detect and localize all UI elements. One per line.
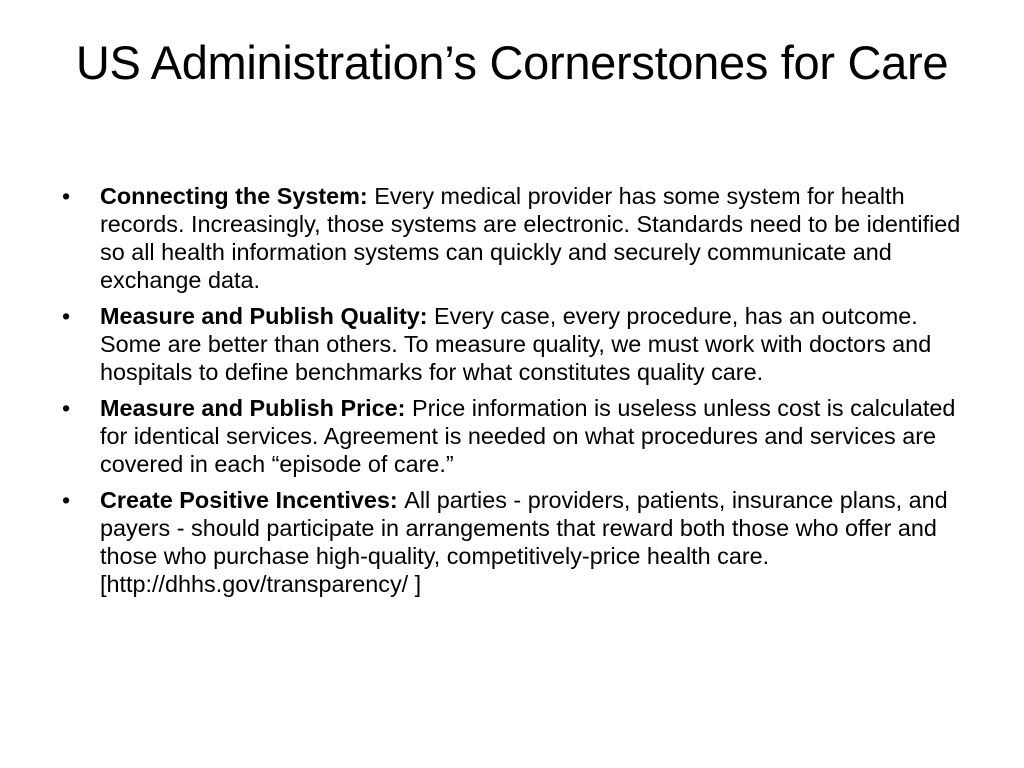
bullet-list [62,182,962,606]
bullet-heading: Create Positive Incentives: [100,487,405,513]
bullet-dot-icon: • [62,303,71,329]
bullet-heading: Measure and Publish Price: [100,395,412,421]
bullet-dot-icon: • [62,395,71,421]
bullet-text: Every case, every procedure, has an outcome. Some are better than others. To measure quality, we must work with doctors and hospitals to define benchmarks for what constitutes quality care. [100,303,932,385]
bullet-item-measure-publish-price [62,394,962,478]
bullet-heading: Connecting the System: [100,183,375,209]
bullet-item-create-positive-incentives [62,486,962,598]
bullet-text: Every medical provider has some system for health records. Increasingly, those systems are electronic. Standards need to be identified so all health information systems can quickly and securely communicate and exchange data. [100,183,961,293]
bullet-heading: Measure and Publish Quality: [100,303,435,329]
bullet-text: All parties - providers, patients, insurance plans, and payers - should participate in arrangements that reward both those who offer and those who purchase high-quality, competitively-price health care. [http://dhhs.gov/transparency/ ] [100,487,948,597]
bullet-item-connecting-the-system [62,182,962,294]
bullet-dot-icon: • [62,487,71,513]
bullet-dot-icon: • [62,183,71,209]
bullet-text: Price information is useless unless cost is calculated for identical services. Agreement is needed on what procedures and services are covered in each “episode of care.” [100,395,956,477]
slide-title: US Administration’s Cornerstones for Care [75,36,949,89]
bullet-item-measure-publish-quality [62,302,962,386]
